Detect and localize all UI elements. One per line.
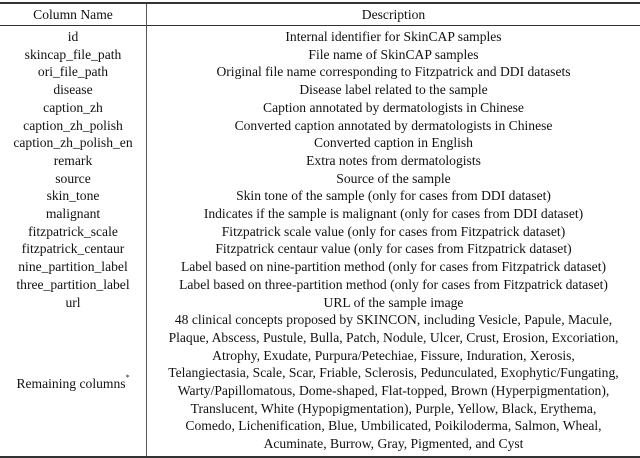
column-name-cell: nine_partition_label [0, 258, 147, 276]
table-row [0, 99, 640, 117]
column-name-cell: ori_file_path [0, 63, 147, 81]
column-name-cell: skin_tone [0, 187, 147, 205]
column-name-cell: three_partition_label [0, 276, 147, 294]
table-row [0, 117, 640, 135]
header-row [0, 3, 640, 26]
column-name-cell: fitzpatrick_centaur [0, 240, 147, 258]
table-row-remaining [0, 311, 640, 457]
description-cell [147, 311, 640, 457]
table-row [0, 46, 640, 64]
description-cell: Original file name corresponding to Fitzpatrick and DDI datasets [147, 63, 640, 81]
table-row [0, 294, 640, 312]
column-name-cell: skincap_file_path [0, 46, 147, 64]
description-line: 48 clinical concepts proposed by SKINCON, including Vesicle, Papule, Macule, [150, 311, 637, 329]
description-cell: Skin tone of the sample (only for cases from DDI dataset) [147, 187, 640, 205]
header-description: Description [147, 3, 640, 26]
table-row [0, 187, 640, 205]
table-row [0, 258, 640, 276]
description-cell: Source of the sample [147, 170, 640, 188]
description-line: Warty/Papillomatous, Dome-shaped, Flat-topped, Brown (Hyperpigmentation), [150, 382, 637, 400]
description-cell: Converted caption in English [147, 134, 640, 152]
table-row [0, 63, 640, 81]
footnote-marker: * [126, 373, 130, 382]
description-line: Translucent, White (Hypopigmentation), Purple, Yellow, Black, Erythema, [150, 400, 637, 418]
column-name-cell: disease [0, 81, 147, 99]
table-row [0, 276, 640, 294]
description-cell: Fitzpatrick centaur value (only for cases from Fitzpatrick dataset) [147, 240, 640, 258]
header-column-name: Column Name [0, 3, 147, 26]
remaining-columns-label: Remaining columns [16, 376, 125, 391]
description-cell: Indicates if the sample is malignant (only for cases from DDI dataset) [147, 205, 640, 223]
description-cell: URL of the sample image [147, 294, 640, 312]
description-line: Telangiectasia, Scale, Scar, Friable, Sclerosis, Pedunculated, Exophytic/Fungating, [150, 364, 637, 382]
description-line: Acuminate, Burrow, Gray, Pigmented, and Cyst [150, 435, 637, 453]
description-cell: Converted caption annotated by dermatologists in Chinese [147, 117, 640, 135]
description-cell: Internal identifier for SkinCAP samples [147, 26, 640, 46]
column-name-cell: caption_zh [0, 99, 147, 117]
column-name-cell [0, 311, 147, 457]
table-row [0, 152, 640, 170]
column-name-cell: remark [0, 152, 147, 170]
column-name-cell: fitzpatrick_scale [0, 223, 147, 241]
description-cell: Label based on nine-partition method (only for cases from Fitzpatrick dataset) [147, 258, 640, 276]
description-cell: Label based on three-partition method (only for cases from Fitzpatrick dataset) [147, 276, 640, 294]
column-name-cell: malignant [0, 205, 147, 223]
table-row [0, 170, 640, 188]
column-name-cell: id [0, 26, 147, 46]
description-line: Plaque, Abscess, Pustule, Bulla, Patch, Nodule, Ulcer, Crust, Erosion, Excoriation, [150, 329, 637, 347]
column-name-cell: source [0, 170, 147, 188]
table-row [0, 81, 640, 99]
description-line: Comedo, Lichenification, Blue, Umbilicated, Poikiloderma, Salmon, Wheal, [150, 417, 637, 435]
table-row [0, 134, 640, 152]
description-line: Atrophy, Exudate, Purpura/Petechiae, Fissure, Induration, Xerosis, [150, 347, 637, 365]
description-cell: Fitzpatrick scale value (only for cases from Fitzpatrick dataset) [147, 223, 640, 241]
column-name-cell: url [0, 294, 147, 312]
description-cell: Extra notes from dermatologists [147, 152, 640, 170]
table-row [0, 26, 640, 46]
description-cell: Caption annotated by dermatologists in Chinese [147, 99, 640, 117]
description-cell: File name of SkinCAP samples [147, 46, 640, 64]
column-description-table [0, 2, 640, 458]
table-row [0, 240, 640, 258]
column-name-cell: caption_zh_polish [0, 117, 147, 135]
column-name-cell: caption_zh_polish_en [0, 134, 147, 152]
table-row [0, 205, 640, 223]
description-cell: Disease label related to the sample [147, 81, 640, 99]
table-row [0, 223, 640, 241]
